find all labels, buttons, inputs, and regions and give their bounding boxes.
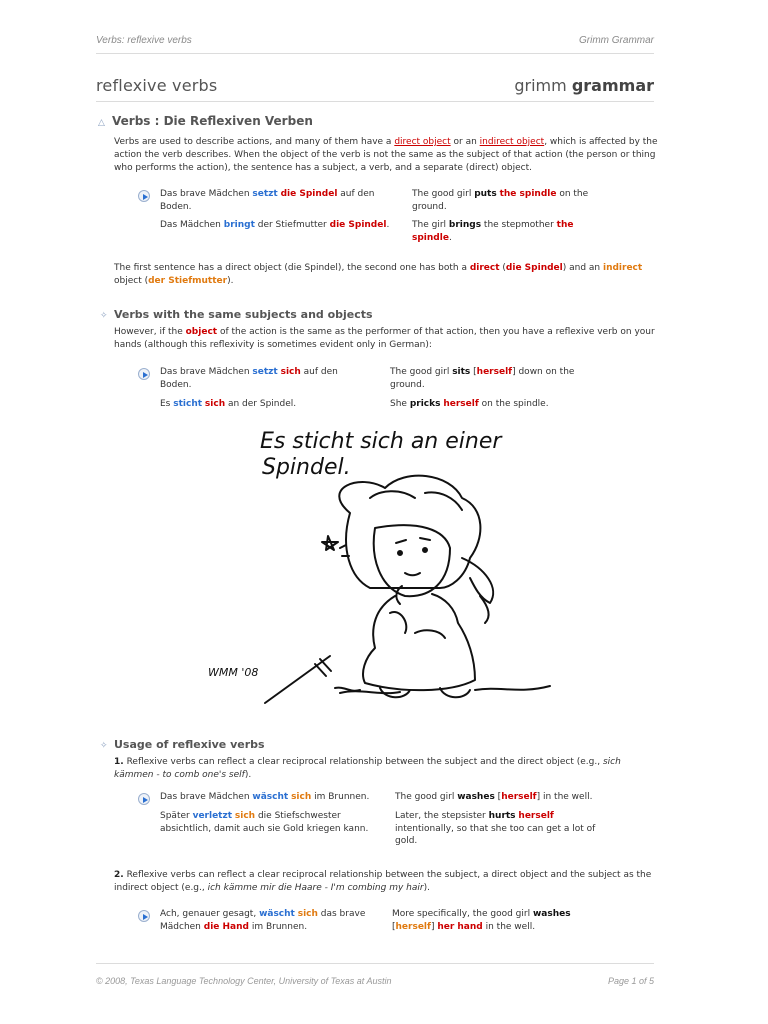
example-german: Das brave Mädchen setzt sich auf den Boden. xyxy=(160,367,338,390)
section1-summary: The first sentence has a direct object (die Spindel), the second one has both a direct (die Spindel) and an indirect object (der Stiefmutter). xyxy=(114,263,643,286)
usage-item-1: 1. Reflexive verbs can reflect a clear reciprocal relationship between the subject and the direct object (e.g., sich kämmen - to comb one's self). xyxy=(114,757,621,780)
copyright-footer: © 2008, Texas Language Technology Center, University of Texas at Austin xyxy=(96,976,392,986)
example-german: Das Mädchen bringt der Stiefmutter die Spindel. xyxy=(160,220,390,230)
example-english: The good girl washes [herself] in the well. xyxy=(395,792,593,802)
footer-divider xyxy=(96,963,654,964)
section1-intro: Verbs are used to describe actions, and many of them have a direct object or an indirect object, which is affected by the action the verb describes. When the object of the verb is not the same as the subject of that action (the person or thing who performs the action), the sentence has a subject, a verb, and a separate (direct) object. xyxy=(114,137,658,173)
section-heading-main: △ Verbs : Die Reflexiven Verben xyxy=(98,114,313,128)
artist-signature: WMM '08 xyxy=(208,666,259,679)
example-english: Later, the stepsister hurts herself intentionally, so that she too can get a lot of gold. xyxy=(395,811,596,846)
sparkle-icon: ✧ xyxy=(100,741,108,751)
running-header-right: Grimm Grammar xyxy=(579,35,654,46)
play-audio-button[interactable] xyxy=(138,793,150,805)
example-german: Später verletzt sich die Stiefschwester absichtlich, damit auch sie Gold kriegen kann. xyxy=(160,811,369,834)
page-title: reflexive verbs xyxy=(96,76,218,95)
example-german: Das brave Mädchen wäscht sich im Brunnen. xyxy=(160,792,370,802)
cartoon-girl-spindle xyxy=(200,418,560,724)
example-english: The good girl puts the spindle on the ground. xyxy=(412,189,589,212)
header-divider xyxy=(96,53,654,54)
page-number: Page 1 of 5 xyxy=(607,976,654,986)
indirect-object-link[interactable]: indirect object xyxy=(479,137,545,147)
title-divider xyxy=(96,101,654,102)
site-brand: grimm grammar xyxy=(514,76,654,95)
example-english: The good girl sits [herself] down on the ground. xyxy=(390,367,575,390)
cartoon-caption: Spindel. xyxy=(262,455,351,480)
usage-item-2: 2. Reflexive verbs can reflect a clear reciprocal relationship between the subject, a direct object and the subject as the indirect object (e.g., ich kämme mir die Haare - I'm combing my hair). xyxy=(114,870,652,893)
section2-intro: However, if the object of the action is the same as the performer of that action, then you have a reflexive verb on your hands (although this reflexivity is sometimes evident only in German): xyxy=(114,327,655,350)
play-audio-button[interactable] xyxy=(138,368,150,380)
section-heading-usage: ✧ Usage of reflexive verbs xyxy=(100,738,265,751)
play-audio-button[interactable] xyxy=(138,190,150,202)
example-german: Es sticht sich an der Spindel. xyxy=(160,399,297,409)
sparkle-icon: ✧ xyxy=(100,311,108,321)
triangle-nodes-icon: △ xyxy=(98,118,105,128)
example-english: More specifically, the good girl washes [herself] her hand in the well. xyxy=(392,909,571,932)
direct-object-link[interactable]: direct object xyxy=(394,137,451,147)
example-german: Das brave Mädchen setzt die Spindel auf den Boden. xyxy=(160,189,375,212)
example-english: The girl brings the stepmother the spindle. xyxy=(412,220,574,243)
running-header-left: Verbs: reflexive verbs xyxy=(96,35,192,46)
cartoon-caption: Es sticht sich an einer xyxy=(260,429,502,454)
example-german: Ach, genauer gesagt, wäscht sich das brave Mädchen die Hand im Brunnen. xyxy=(160,909,366,932)
play-audio-button[interactable] xyxy=(138,910,150,922)
section-heading-same-subjects: ✧ Verbs with the same subjects and objects xyxy=(100,308,373,321)
example-english: She pricks herself on the spindle. xyxy=(390,399,549,409)
